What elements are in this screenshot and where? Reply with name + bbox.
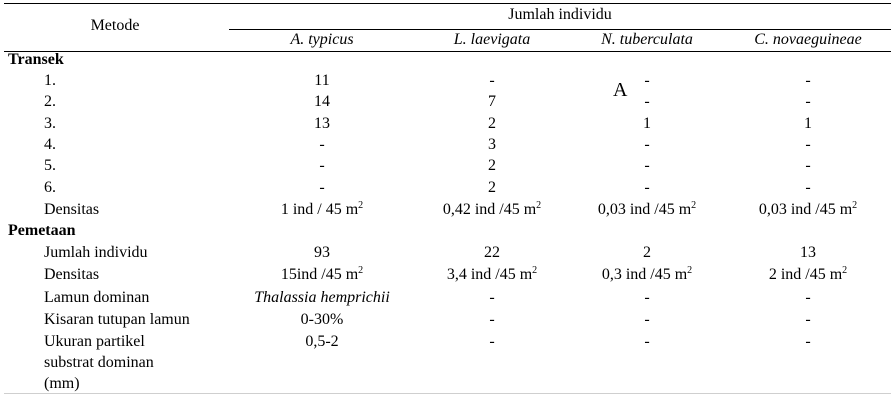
row-label: Lamun dominan [44, 289, 150, 306]
cell: 1 [643, 115, 651, 132]
cell: 2 ind /45 $m^2$ [768, 265, 848, 283]
cell: 0,03 ind /45 $m^2$ [758, 200, 858, 218]
row-label: 3. [44, 115, 56, 132]
cell: - [805, 289, 811, 306]
cell: - [319, 136, 325, 153]
cell: 3 [488, 136, 496, 153]
table-row [0, 332, 896, 394]
table-row [0, 135, 896, 156]
cell: 1 ind / 45 $m^2$ [280, 200, 364, 218]
table-row [0, 71, 896, 92]
header-species-1: A. typicus [290, 31, 354, 48]
row-label-line-2: substrat dominan [44, 354, 154, 371]
cell: - [489, 72, 495, 89]
cell: - [644, 157, 650, 174]
cell: Thalassia hemprichii [254, 289, 390, 306]
table-row [0, 178, 896, 199]
cell: - [644, 311, 650, 328]
cell: - [644, 179, 650, 196]
cell: 11 [314, 72, 330, 89]
row-label-line-3: (mm) [44, 375, 80, 392]
header-species-2: L. laevigata [453, 31, 531, 48]
cell: 15ind /45 $m^2$ [280, 265, 364, 283]
row-label: Densitas [44, 201, 100, 218]
cell: - [319, 157, 325, 174]
cell: - [644, 72, 650, 89]
cell: - [644, 333, 650, 350]
cell: 22 [484, 244, 500, 261]
cell: - [489, 289, 495, 306]
row-label-line-1: Ukuran partikel [44, 333, 145, 350]
cell: - [489, 311, 495, 328]
header-count: Jumlah individu [508, 6, 612, 23]
cell: 0,03 ind /45 $m^2$ [597, 200, 697, 218]
row-label: 1. [44, 72, 56, 89]
cell: 7 [488, 93, 496, 110]
annotation-marker: A [613, 79, 628, 101]
row-label: 2. [44, 93, 56, 110]
cell: - [805, 311, 811, 328]
cell: - [319, 179, 325, 196]
row-label: Kisaran tutupan lamun [44, 311, 190, 328]
cell: 1 [804, 115, 812, 132]
row-label: 6. [44, 179, 56, 196]
cell: 13 [800, 244, 816, 261]
row-label: Densitas [44, 266, 100, 283]
cell: - [805, 333, 811, 350]
cell: - [644, 289, 650, 306]
header-bottom-rule [4, 51, 891, 52]
cell: 2 [488, 179, 496, 196]
cell: - [805, 179, 811, 196]
header-species-3: N. tuberculata [601, 31, 693, 48]
row-label: Jumlah individu [44, 244, 148, 261]
header-method: Metode [90, 17, 140, 34]
cell: - [644, 136, 650, 153]
cell: 0-30% [300, 311, 344, 328]
cell: - [489, 333, 495, 350]
table-row-density [0, 265, 896, 286]
cell: 2 [488, 115, 496, 132]
cell: - [805, 157, 811, 174]
cell: 2 [643, 244, 651, 261]
header-species-4: C. novaeguineae [754, 31, 862, 48]
cell: - [805, 136, 811, 153]
cell: - [805, 72, 811, 89]
table-row [0, 288, 896, 309]
table-row [0, 92, 896, 113]
table-row [0, 156, 896, 177]
cell: 0,5-2 [305, 333, 339, 350]
cell: 0,3 ind /45 $m^2$ [601, 265, 693, 283]
cell: 0,42 ind /45 $m^2$ [442, 200, 542, 218]
section-transect-title: Transek [8, 51, 64, 68]
table-row [0, 310, 896, 331]
table-row [0, 114, 896, 135]
table-row [0, 243, 896, 264]
cell: 14 [314, 93, 330, 110]
cell: 2 [488, 157, 496, 174]
cell: - [644, 93, 650, 110]
cell: 93 [314, 244, 330, 261]
section-mapping-title: Pemetaan [8, 222, 76, 239]
row-label: 4. [44, 136, 56, 153]
cell: 13 [314, 115, 330, 132]
cell: - [805, 93, 811, 110]
table-row-density [0, 200, 896, 221]
table-top-rule [4, 3, 891, 4]
row-label: 5. [44, 157, 56, 174]
cell: 3,4 ind /45 $m^2$ [446, 265, 538, 283]
